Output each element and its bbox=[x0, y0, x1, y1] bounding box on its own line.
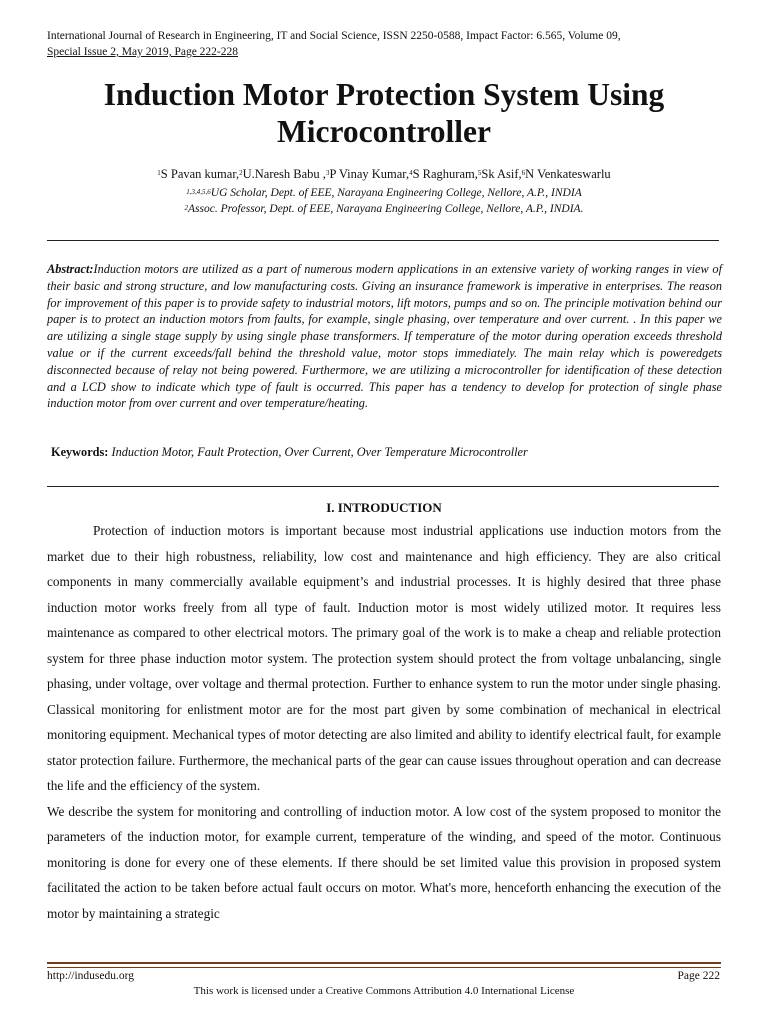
affiliation-professor-text: Assoc. Professor, Dept. of EEE, Narayana Engineering College, Nellore, A.P., INDIA. bbox=[188, 203, 584, 215]
author-1-name: S Pavan kumar, bbox=[160, 167, 240, 181]
author-6-sup: 6 bbox=[521, 169, 526, 177]
introduction-body bbox=[47, 518, 721, 926]
affiliation-ug bbox=[40, 186, 728, 200]
keywords bbox=[51, 444, 721, 460]
affiliation-professor bbox=[40, 202, 728, 216]
abstract-text: Induction motors are utilized as a part of numerous modern applications in an extensive variety of working ranges in view of their basic and strong structure, and low manufacturing costs. Giving an insurance framework is imperative in enterprises. The reason for improvement of this paper is to provide safety to industrial motors, lift motors, pumps and so on. The principle motivation behind our paper is to protect an induction motors from faults, for example, single phasing, over temperature and over current. . In this paper we are utilizing a single stage supply by using single phase transformers. If temperature of the motor during operation exceeds threshold value or if the current exceeds/fall behind the threshold value, motor stops immediately. The main relay which is poweredgets disconnected because of relay not being powered. Furthermore, we are utilizing a microcontroller for identification of these detection and a LCD show to indicate which type of fault is occurred. This paper has a tendency to develop for protection of single phase induction motor from over current and over temperature/heating. bbox=[47, 262, 722, 411]
affiliation-ug-sup: 1,3,4,5,6 bbox=[186, 188, 211, 196]
journal-header-line-2: Special Issue 2, May 2019, Page 222-228 bbox=[47, 46, 238, 58]
separator-rule-bottom bbox=[47, 486, 719, 487]
abstract bbox=[47, 261, 722, 412]
paper-title: Induction Motor Protection System Using Microcontroller bbox=[103, 77, 665, 149]
footer-page-number: Page 222 bbox=[677, 970, 720, 982]
intro-paragraph-2: We describe the system for monitoring and controlling of induction motor. A low cost of the system proposed to monitor the parameters of the induction motor, for example current, temperature of the winding, and speed of the motor. Continuous monitoring is done for every one of these elements. If there should be set limited value this provision in proposed system facilitated the action to be taken before actual fault occurs on motor. What's more, henceforth enhancing the execution of the motor by maintaining a strategic bbox=[47, 803, 721, 921]
author-4-sup: 4 bbox=[409, 169, 413, 177]
footer-rule bbox=[47, 962, 721, 968]
journal-header bbox=[47, 28, 727, 60]
author-5-sup: 5 bbox=[477, 169, 482, 177]
author-2-sup: 2 bbox=[239, 169, 243, 177]
author-list bbox=[40, 166, 728, 182]
footer-url-link[interactable]: http://indusedu.org bbox=[47, 970, 134, 982]
author-6-name: N Venkateswarlu bbox=[525, 167, 611, 181]
author-3-sup: 3 bbox=[325, 169, 330, 177]
abstract-label: Abstract: bbox=[47, 262, 94, 276]
author-4-name: S Raghuram, bbox=[412, 167, 478, 181]
affiliation-professor-sup: 2 bbox=[184, 204, 189, 212]
license-notice: This work is licensed under a Creative Commons Attribution 4.0 International License bbox=[193, 985, 575, 997]
author-5-name: Sk Asif, bbox=[481, 167, 522, 181]
keywords-text: Induction Motor, Fault Protection, Over Current, Over Temperature Microcontroller bbox=[111, 445, 528, 459]
section-heading-introduction: I. INTRODUCTION bbox=[326, 500, 442, 515]
journal-header-line-1: International Journal of Research in Engineering, IT and Social Science, ISSN 2250-0588, Impact Factor: 6.565, Volume 09, bbox=[47, 30, 621, 42]
separator-rule-top bbox=[47, 240, 719, 241]
author-1-sup: 1 bbox=[157, 169, 161, 177]
affiliation-ug-text: UG Scholar, Dept. of EEE, Narayana Engineering College, Nellore, A.P., INDIA bbox=[210, 187, 582, 199]
intro-paragraph-1: Protection of induction motors is important because most industrial applications use induction motors from the market due to their high robustness, reliability, low cost and maintenance and high efficiency. They are also critical components in many commercially available equipment’s and industrial processes. It is highly desired that three phase induction motor works freely from all type of fault. Induction motor is most widely utilized motor. It requires less maintenance as compared to other electrical motors. The primary goal of the work is to make a cheap and reliable protection system for three phase induction motor system. The protection system should protect the from voltage unbalancing, single phasing, under voltage, over voltage and thermal protection. Further to enhance system to run the motor under single phasing. Classical monitoring for enlistment motor are for the most part given by some combination of mechanical in electrical monitoring equipment. Mechanical types of motor detecting are also limited and ability to identify electrical fault, for example stator protection failure. Furthermore, the mechanical parts of the gear can cause issues throughout operation and can decrease the life and the efficiency of the system. bbox=[47, 523, 721, 793]
author-3-name: P Vinay Kumar, bbox=[329, 167, 410, 181]
author-2-name: U.Naresh Babu , bbox=[242, 167, 326, 181]
keywords-label: Keywords: bbox=[51, 445, 109, 459]
